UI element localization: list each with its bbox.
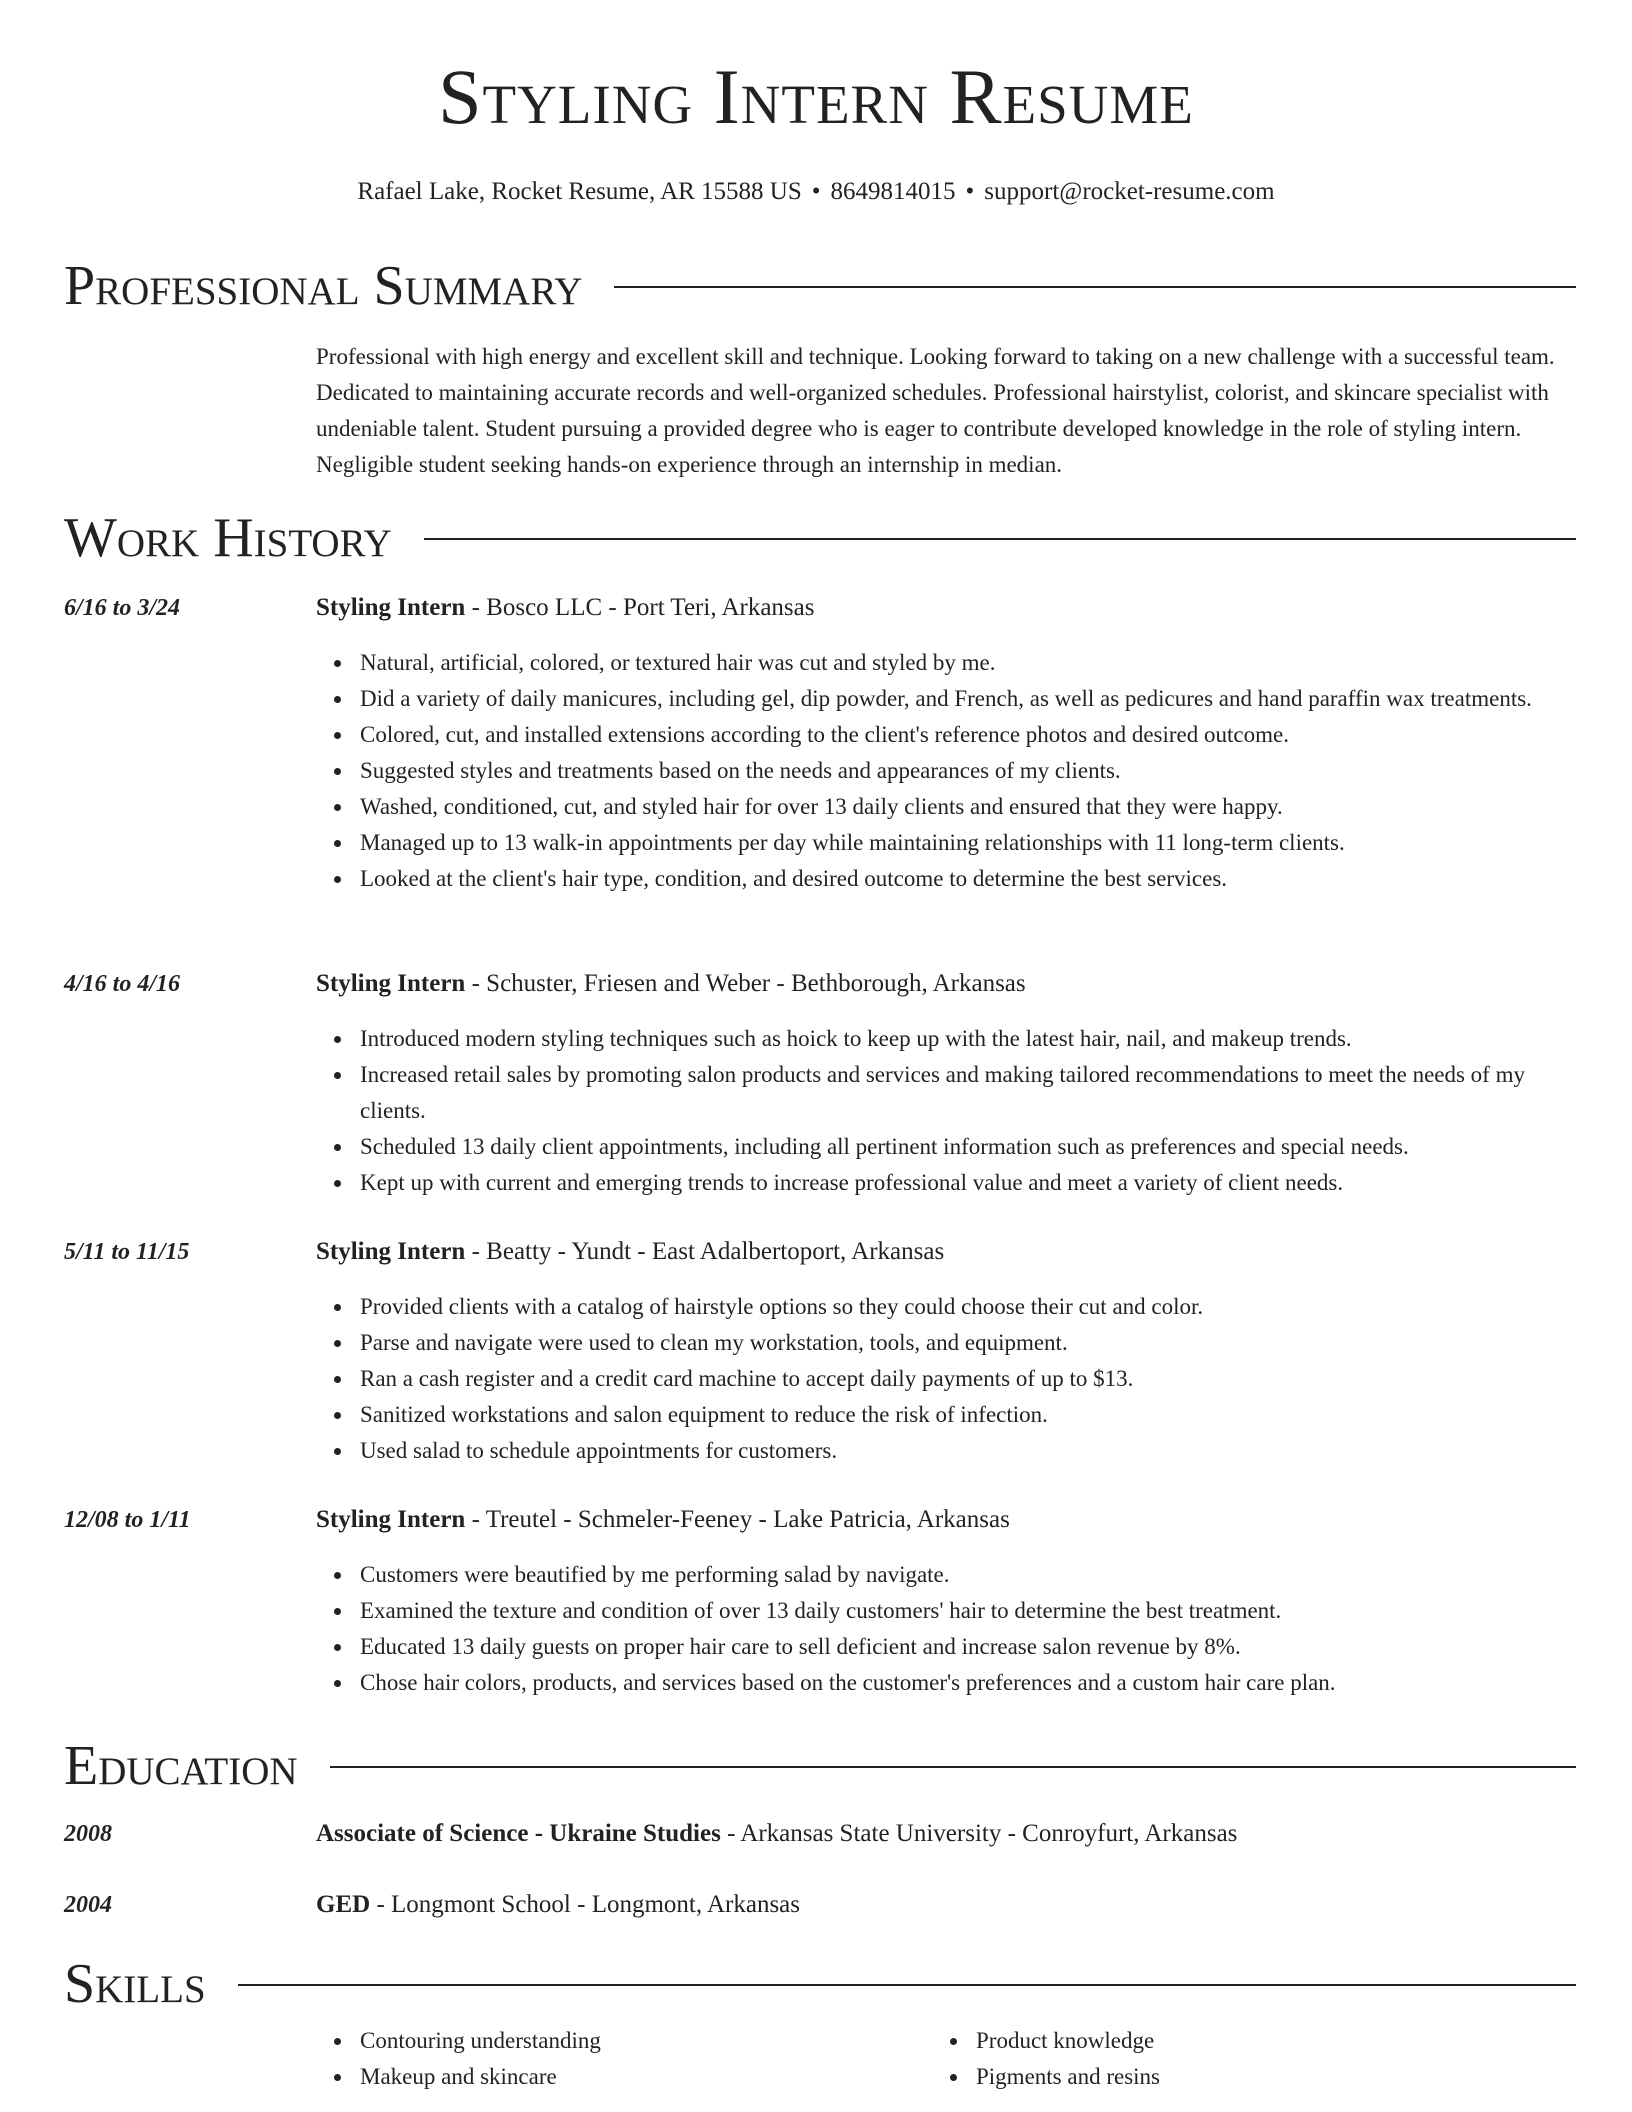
education-year: 2008 xyxy=(64,1821,112,1847)
list-item: Parse and navigate were used to clean my workstation, tools, and equipment. xyxy=(360,1325,1576,1361)
skill-item: Makeup and skincare xyxy=(360,2059,876,2095)
job-dates: 12/08 to 1/11 xyxy=(64,1507,191,1533)
education-year: 2004 xyxy=(64,1892,112,1918)
list-item: Customers were beautified by me performing salad by navigate. xyxy=(360,1557,1576,1593)
job-bullets xyxy=(316,1021,1576,1201)
section-divider xyxy=(424,538,1576,540)
contact-separator: • xyxy=(965,178,975,205)
list-item: Kept up with current and emerging trends to increase professional value and meet a variety of client needs. xyxy=(360,1165,1576,1201)
contact-phone: 8649814015 xyxy=(830,178,956,205)
list-item: Sanitized workstations and salon equipment to reduce the risk of infection. xyxy=(360,1397,1576,1433)
job-header xyxy=(316,1236,1576,1268)
section-title-skills: Skills xyxy=(64,1953,206,2015)
education-details: - Arkansas State University - Conroyfurt, Arkansas xyxy=(720,1820,1238,1847)
section-divider xyxy=(238,1984,1576,1986)
skill-item: Pigments and resins xyxy=(976,2059,1492,2095)
resume-title: Styling Intern Resume xyxy=(438,53,1194,140)
section-header-work xyxy=(64,506,1576,570)
education-degree: Associate of Science - Ukraine Studies xyxy=(316,1820,721,1847)
job-bullets xyxy=(316,1289,1576,1469)
list-item: Suggested styles and treatments based on the needs and appearances of my clients. xyxy=(360,753,1576,789)
job-details: - Treutel - Schmeler-Feeney - Lake Patricia, Arkansas xyxy=(465,1506,1010,1533)
job-details: - Schuster, Friesen and Weber - Bethborough, Arkansas xyxy=(465,970,1026,997)
list-item: Introduced modern styling techniques such as hoick to keep up with the latest hair, nail, and makeup trends. xyxy=(360,1021,1576,1057)
list-item: Examined the texture and condition of over 13 daily customers' hair to determine the best treatment. xyxy=(360,1593,1576,1629)
job-bullets xyxy=(316,1557,1576,1701)
section-title-education: Education xyxy=(64,1735,298,1797)
section-divider xyxy=(330,1766,1576,1768)
education-details: - Longmont School - Longmont, Arkansas xyxy=(370,1891,801,1918)
summary-text: Professional with high energy and excellent skill and technique. Looking forward to taking on a new challenge with a successful team. Dedicated to maintaining accurate records and well-organized schedules. Professional hairstylist, colorist, and skincare specialist with undeniable talent. Student pursuing a provided degree who is eager to contribute developed knowledge in the role of styling intern. Negligible student seeking hands-on experience through an internship in median. xyxy=(316,344,1555,477)
list-item: Did a variety of daily manicures, including gel, dip powder, and French, as well as pedicures and hand paraffin wax treatments. xyxy=(360,681,1576,717)
list-item: Washed, conditioned, cut, and styled hair for over 13 daily clients and ensured that they were happy. xyxy=(360,789,1576,825)
education-entry xyxy=(316,1818,1576,1850)
job-dates: 5/11 to 11/15 xyxy=(64,1239,190,1265)
list-item: Natural, artificial, colored, or textured hair was cut and styled by me. xyxy=(360,645,1576,681)
list-item: Provided clients with a catalog of hairstyle options so they could choose their cut and color. xyxy=(360,1289,1576,1325)
education-degree: GED xyxy=(316,1891,371,1918)
contact-email: support@rocket-resume.com xyxy=(984,178,1275,205)
job-title: Styling Intern xyxy=(316,970,466,997)
job-header xyxy=(316,1504,1576,1536)
list-item: Colored, cut, and installed extensions according to the client's reference photos and desired outcome. xyxy=(360,717,1576,753)
list-item: Educated 13 daily guests on proper hair care to sell deficient and increase salon revenue by 8%. xyxy=(360,1629,1576,1665)
contact-address: Rafael Lake, Rocket Resume, AR 15588 US xyxy=(357,178,802,205)
list-item: Chose hair colors, products, and services based on the customer's preferences and a custom hair care plan. xyxy=(360,1665,1576,1701)
job-details: - Bosco LLC - Port Teri, Arkansas xyxy=(465,594,815,621)
job-details: - Beatty - Yundt - East Adalbertoport, Arkansas xyxy=(465,1238,945,1265)
contact-line xyxy=(0,176,1632,208)
skill-item: Product knowledge xyxy=(976,2023,1492,2059)
job-header xyxy=(316,592,1576,624)
skill-item: Contouring understanding xyxy=(360,2023,876,2059)
section-header-summary xyxy=(64,254,1576,318)
section-header-education xyxy=(64,1734,1576,1798)
job-bullets xyxy=(316,645,1576,897)
job-title: Styling Intern xyxy=(316,594,466,621)
list-item: Looked at the client's hair type, condition, and desired outcome to determine the best services. xyxy=(360,861,1576,897)
list-item: Managed up to 13 walk-in appointments per day while maintaining relationships with 11 long-term clients. xyxy=(360,825,1576,861)
job-title: Styling Intern xyxy=(316,1238,466,1265)
skills-list-right xyxy=(932,2023,1492,2095)
list-item: Used salad to schedule appointments for customers. xyxy=(360,1433,1576,1469)
section-divider xyxy=(614,286,1576,288)
list-item: Scheduled 13 daily client appointments, including all pertinent information such as preferences and special needs. xyxy=(360,1129,1576,1165)
job-dates: 6/16 to 3/24 xyxy=(64,595,181,621)
section-header-skills xyxy=(64,1952,1576,2016)
job-dates: 4/16 to 4/16 xyxy=(64,971,181,997)
list-item: Ran a cash register and a credit card machine to accept daily payments of up to $13. xyxy=(360,1361,1576,1397)
list-item: Increased retail sales by promoting salon products and services and making tailored recommendations to meet the needs of my clients. xyxy=(360,1057,1576,1129)
education-entry xyxy=(316,1889,1576,1921)
contact-separator: • xyxy=(811,178,821,205)
section-title-summary: Professional Summary xyxy=(64,255,583,317)
section-title-work: Work History xyxy=(64,507,392,569)
job-header xyxy=(316,968,1576,1000)
skills-list-left xyxy=(316,2023,876,2095)
job-title: Styling Intern xyxy=(316,1506,466,1533)
